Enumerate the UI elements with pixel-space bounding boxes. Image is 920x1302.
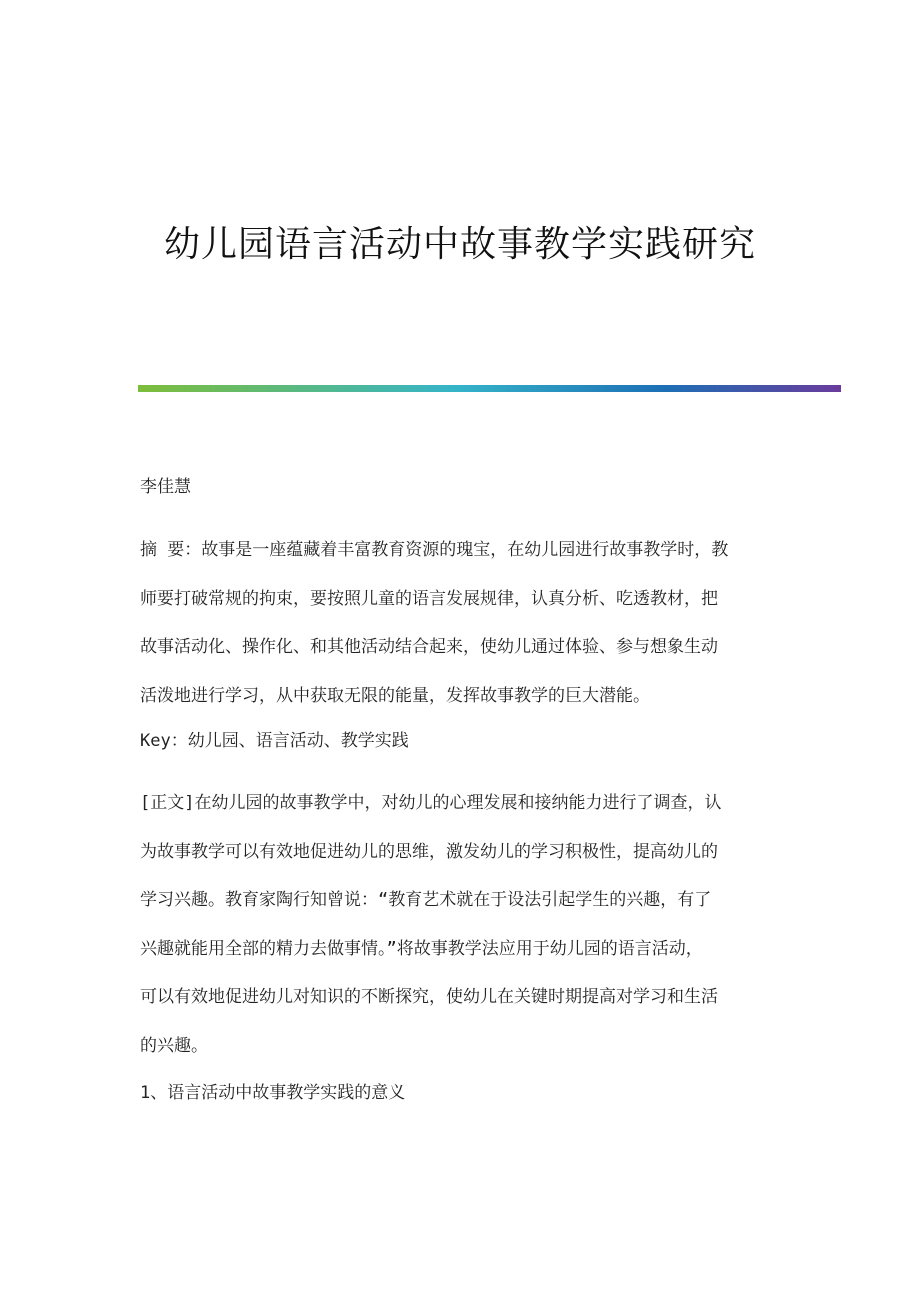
document-title: 幼儿园语言活动中故事教学实践研究 [163,224,756,265]
main-text-line-3: 学习兴趣。教育家陶行知曾说：“教育艺术就在于设法引起学生的兴趣，有了 [140,890,712,910]
keywords-label: Key： [140,731,188,751]
main-text-line-6: 的兴趣。 [140,1035,208,1056]
title-divider [138,385,841,392]
main-text-paragraph [140,779,790,1070]
abstract-line-3: 故事活动化、操作化、和其他活动结合起来，使幼儿通过体验、参与想象生动 [140,637,718,657]
main-text-line-4: 兴趣就能用全部的精力去做事情。”将故事教学法应用于幼儿园的语言活动， [140,938,703,959]
main-text-line-5: 可以有效地促进幼儿对知识的不断探究，使幼儿在关键时期提高对学习和生活 [140,987,718,1007]
main-text-line-2: 为故事教学可以有效地促进幼儿的思维，激发幼儿的学习积极性，提高幼儿的 [140,841,718,862]
section-heading: 1、语言活动中故事教学实践的意义 [140,1083,406,1103]
abstract-label: 摘 要： [140,540,202,560]
keywords-text: 幼儿园、语言活动、教学实践 [187,731,409,751]
main-text-line-1: [正文]在幼儿园的故事教学中，对幼儿的心理发展和接纳能力进行了调查，认 [140,793,722,813]
abstract-line-4: 活泼地进行学习，从中获取无限的能量，发挥故事教学的巨大潜能。 [140,685,650,706]
keywords-line [140,726,790,751]
abstract-line-1 [140,526,790,575]
author-name: 李佳慧 [140,477,191,497]
abstract-paragraph [140,526,790,720]
abstract-text: 故事是一座蕴藏着丰富教育资源的瑰宝，在幼儿园进行故事教学时，教 [201,540,729,560]
abstract-line-2: 师要打破常规的拘束，要按照儿童的语言发展规律，认真分析、吃透教材，把 [140,588,718,609]
